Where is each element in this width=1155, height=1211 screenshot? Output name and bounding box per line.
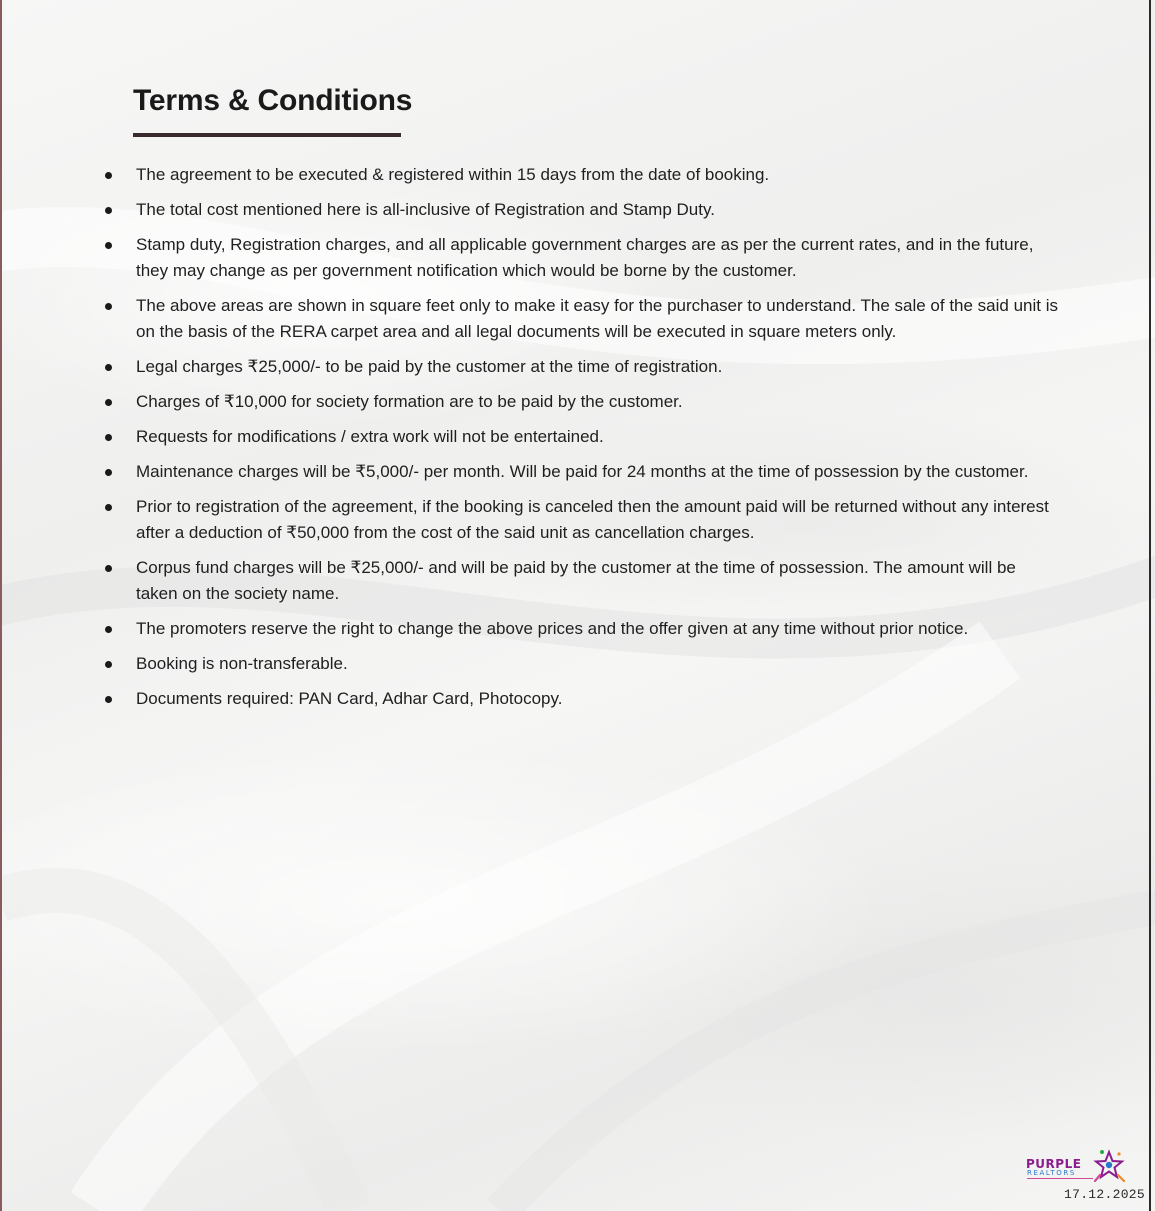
term-item bbox=[100, 459, 1060, 485]
page-title: Terms & Conditions bbox=[133, 84, 413, 117]
term-item bbox=[100, 354, 1060, 380]
term-text: Legal charges ₹25,000/- to be paid by the customer at the time of registration. bbox=[136, 357, 723, 376]
bullet-icon bbox=[105, 434, 112, 441]
bullet-icon bbox=[105, 399, 112, 406]
star-logo-icon bbox=[1092, 1148, 1126, 1182]
term-item bbox=[100, 494, 1060, 546]
logo-subline: REALTORS bbox=[1027, 1169, 1076, 1177]
terms-list bbox=[100, 162, 1060, 721]
term-item bbox=[100, 616, 1060, 642]
term-item bbox=[100, 197, 1060, 223]
title-underline bbox=[133, 133, 401, 137]
bullet-icon bbox=[105, 242, 112, 249]
bullet-icon bbox=[105, 303, 112, 310]
bullet-icon bbox=[105, 207, 112, 214]
logo-wordmark: PURPLE bbox=[1026, 1157, 1082, 1171]
term-text: The promoters reserve the right to change the above prices and the offer given at any time without prior notice. bbox=[136, 619, 969, 638]
term-item bbox=[100, 293, 1060, 345]
bullet-icon bbox=[105, 504, 112, 511]
term-text: Prior to registration of the agreement, if the booking is canceled then the amount paid will be returned without any interest after a deduction of ₹50,000 from the cost of the said unit as cancellation charges. bbox=[136, 497, 1049, 542]
term-text: Stamp duty, Registration charges, and all applicable government charges are as per the current rates, and in the future, they may change as per government notification which would be borne by the customer. bbox=[136, 235, 1034, 280]
term-text: Corpus fund charges will be ₹25,000/- and will be paid by the customer at the time of possession. The amount will be taken on the society name. bbox=[136, 558, 1016, 603]
bullet-icon bbox=[105, 661, 112, 668]
company-logo bbox=[1024, 1148, 1128, 1184]
term-item bbox=[100, 555, 1060, 607]
bullet-icon bbox=[105, 469, 112, 476]
term-item bbox=[100, 232, 1060, 284]
term-text: Charges of ₹10,000 for society formation are to be paid by the customer. bbox=[136, 392, 683, 411]
term-text: Documents required: PAN Card, Adhar Card, Photocopy. bbox=[136, 689, 563, 708]
bullet-icon bbox=[105, 565, 112, 572]
term-item bbox=[100, 162, 1060, 188]
term-item bbox=[100, 686, 1060, 712]
left-border-line bbox=[0, 0, 2, 1211]
term-text: The above areas are shown in square feet only to make it easy for the purchaser to understand. The sale of the said unit is on the basis of the RERA carpet area and all legal documents will be executed in square meters only. bbox=[136, 296, 1059, 341]
bullet-icon bbox=[105, 626, 112, 633]
term-text: Maintenance charges will be ₹5,000/- per month. Will be paid for 24 months at the time of possession by the customer. bbox=[136, 462, 1029, 481]
date-stamp: 17.12.2025 bbox=[1064, 1187, 1146, 1202]
term-text: The agreement to be executed & registered within 15 days from the date of booking. bbox=[136, 165, 770, 184]
bullet-icon bbox=[105, 172, 112, 179]
term-item bbox=[100, 424, 1060, 450]
bullet-icon bbox=[105, 696, 112, 703]
term-text: Requests for modifications / extra work will not be entertained. bbox=[136, 427, 604, 446]
logo-tagline-rule bbox=[1027, 1178, 1093, 1179]
term-text: Booking is non-transferable. bbox=[136, 654, 348, 673]
term-item bbox=[100, 651, 1060, 677]
bullet-icon bbox=[105, 364, 112, 371]
right-border-line bbox=[1149, 0, 1151, 1211]
term-item bbox=[100, 389, 1060, 415]
term-text: The total cost mentioned here is all-inclusive of Registration and Stamp Duty. bbox=[136, 200, 715, 219]
